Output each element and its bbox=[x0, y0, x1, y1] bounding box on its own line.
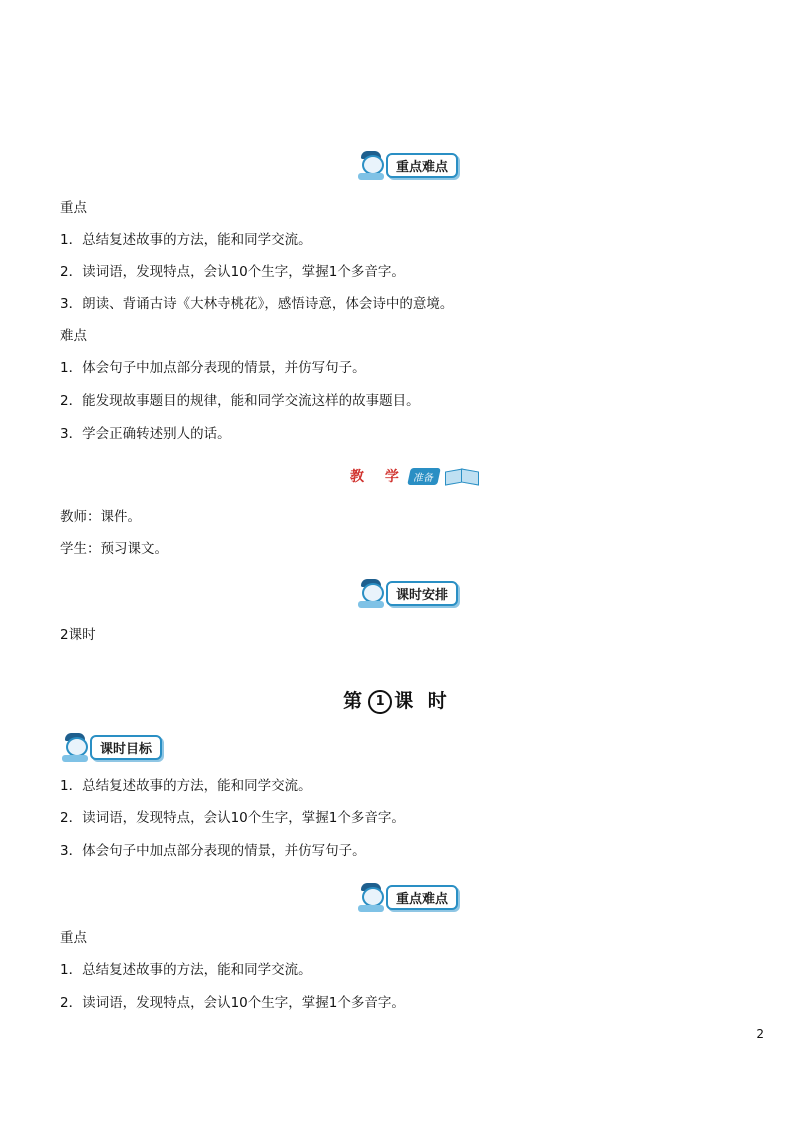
badge-tag-label: 准备 bbox=[407, 468, 441, 485]
key-difficult-badge-2 bbox=[356, 880, 458, 914]
student-prep: 学生：预习课文。 bbox=[60, 541, 168, 557]
lesson-title: 第 1 课 时 bbox=[343, 690, 451, 712]
key-difficult-badge bbox=[356, 148, 458, 182]
page-number: 2 bbox=[756, 1027, 764, 1041]
badge-label: 课时安排 bbox=[386, 581, 458, 606]
book-icon bbox=[443, 466, 479, 486]
badge-label: 课时目标 bbox=[90, 735, 162, 760]
student-reading-icon bbox=[60, 731, 90, 763]
list-item: 1．总结复述故事的方法，能和同学交流。 bbox=[60, 962, 312, 978]
list-item: 1．体会句子中加点部分表现的情景，并仿写句子。 bbox=[60, 360, 366, 376]
schedule-text: 2课时 bbox=[60, 627, 96, 643]
zhongdian-heading: 重点 bbox=[60, 200, 87, 216]
badge-main-label: 教 学 bbox=[350, 469, 407, 485]
list-item: 1．总结复述故事的方法，能和同学交流。 bbox=[60, 232, 312, 248]
list-item: 2．读词语，发现特点，会认10个生字，掌握1个多音字。 bbox=[60, 995, 405, 1011]
lesson-number: 1 bbox=[368, 690, 392, 714]
list-item: 2．读词语，发现特点，会认10个生字，掌握1个多音字。 bbox=[60, 810, 405, 826]
list-item: 3．体会句子中加点部分表现的情景，并仿写句子。 bbox=[60, 843, 366, 859]
schedule-badge bbox=[356, 576, 458, 610]
list-item: 3．学会正确转述别人的话。 bbox=[60, 426, 231, 442]
badge-label: 重点难点 bbox=[386, 885, 458, 910]
teacher-prep: 教师：课件。 bbox=[60, 509, 141, 525]
student-reading-icon bbox=[356, 881, 386, 913]
list-item: 3．朗读、背诵古诗《大林寺桃花》，感悟诗意，体会诗中的意境。 bbox=[60, 296, 454, 312]
list-item: 2．读词语，发现特点，会认10个生字，掌握1个多音字。 bbox=[60, 264, 405, 280]
lesson-goal-badge bbox=[60, 730, 162, 764]
student-mascot-icon bbox=[356, 149, 386, 181]
badge-label: 重点难点 bbox=[386, 153, 458, 178]
list-item: 1．总结复述故事的方法，能和同学交流。 bbox=[60, 778, 312, 794]
list-item: 2．能发现故事题目的规律，能和同学交流这样的故事题目。 bbox=[60, 393, 420, 409]
student-mascot-icon bbox=[356, 577, 386, 609]
teaching-prep-badge bbox=[350, 466, 479, 486]
nandian-heading: 难点 bbox=[60, 328, 87, 344]
zhongdian-heading: 重点 bbox=[60, 930, 87, 946]
